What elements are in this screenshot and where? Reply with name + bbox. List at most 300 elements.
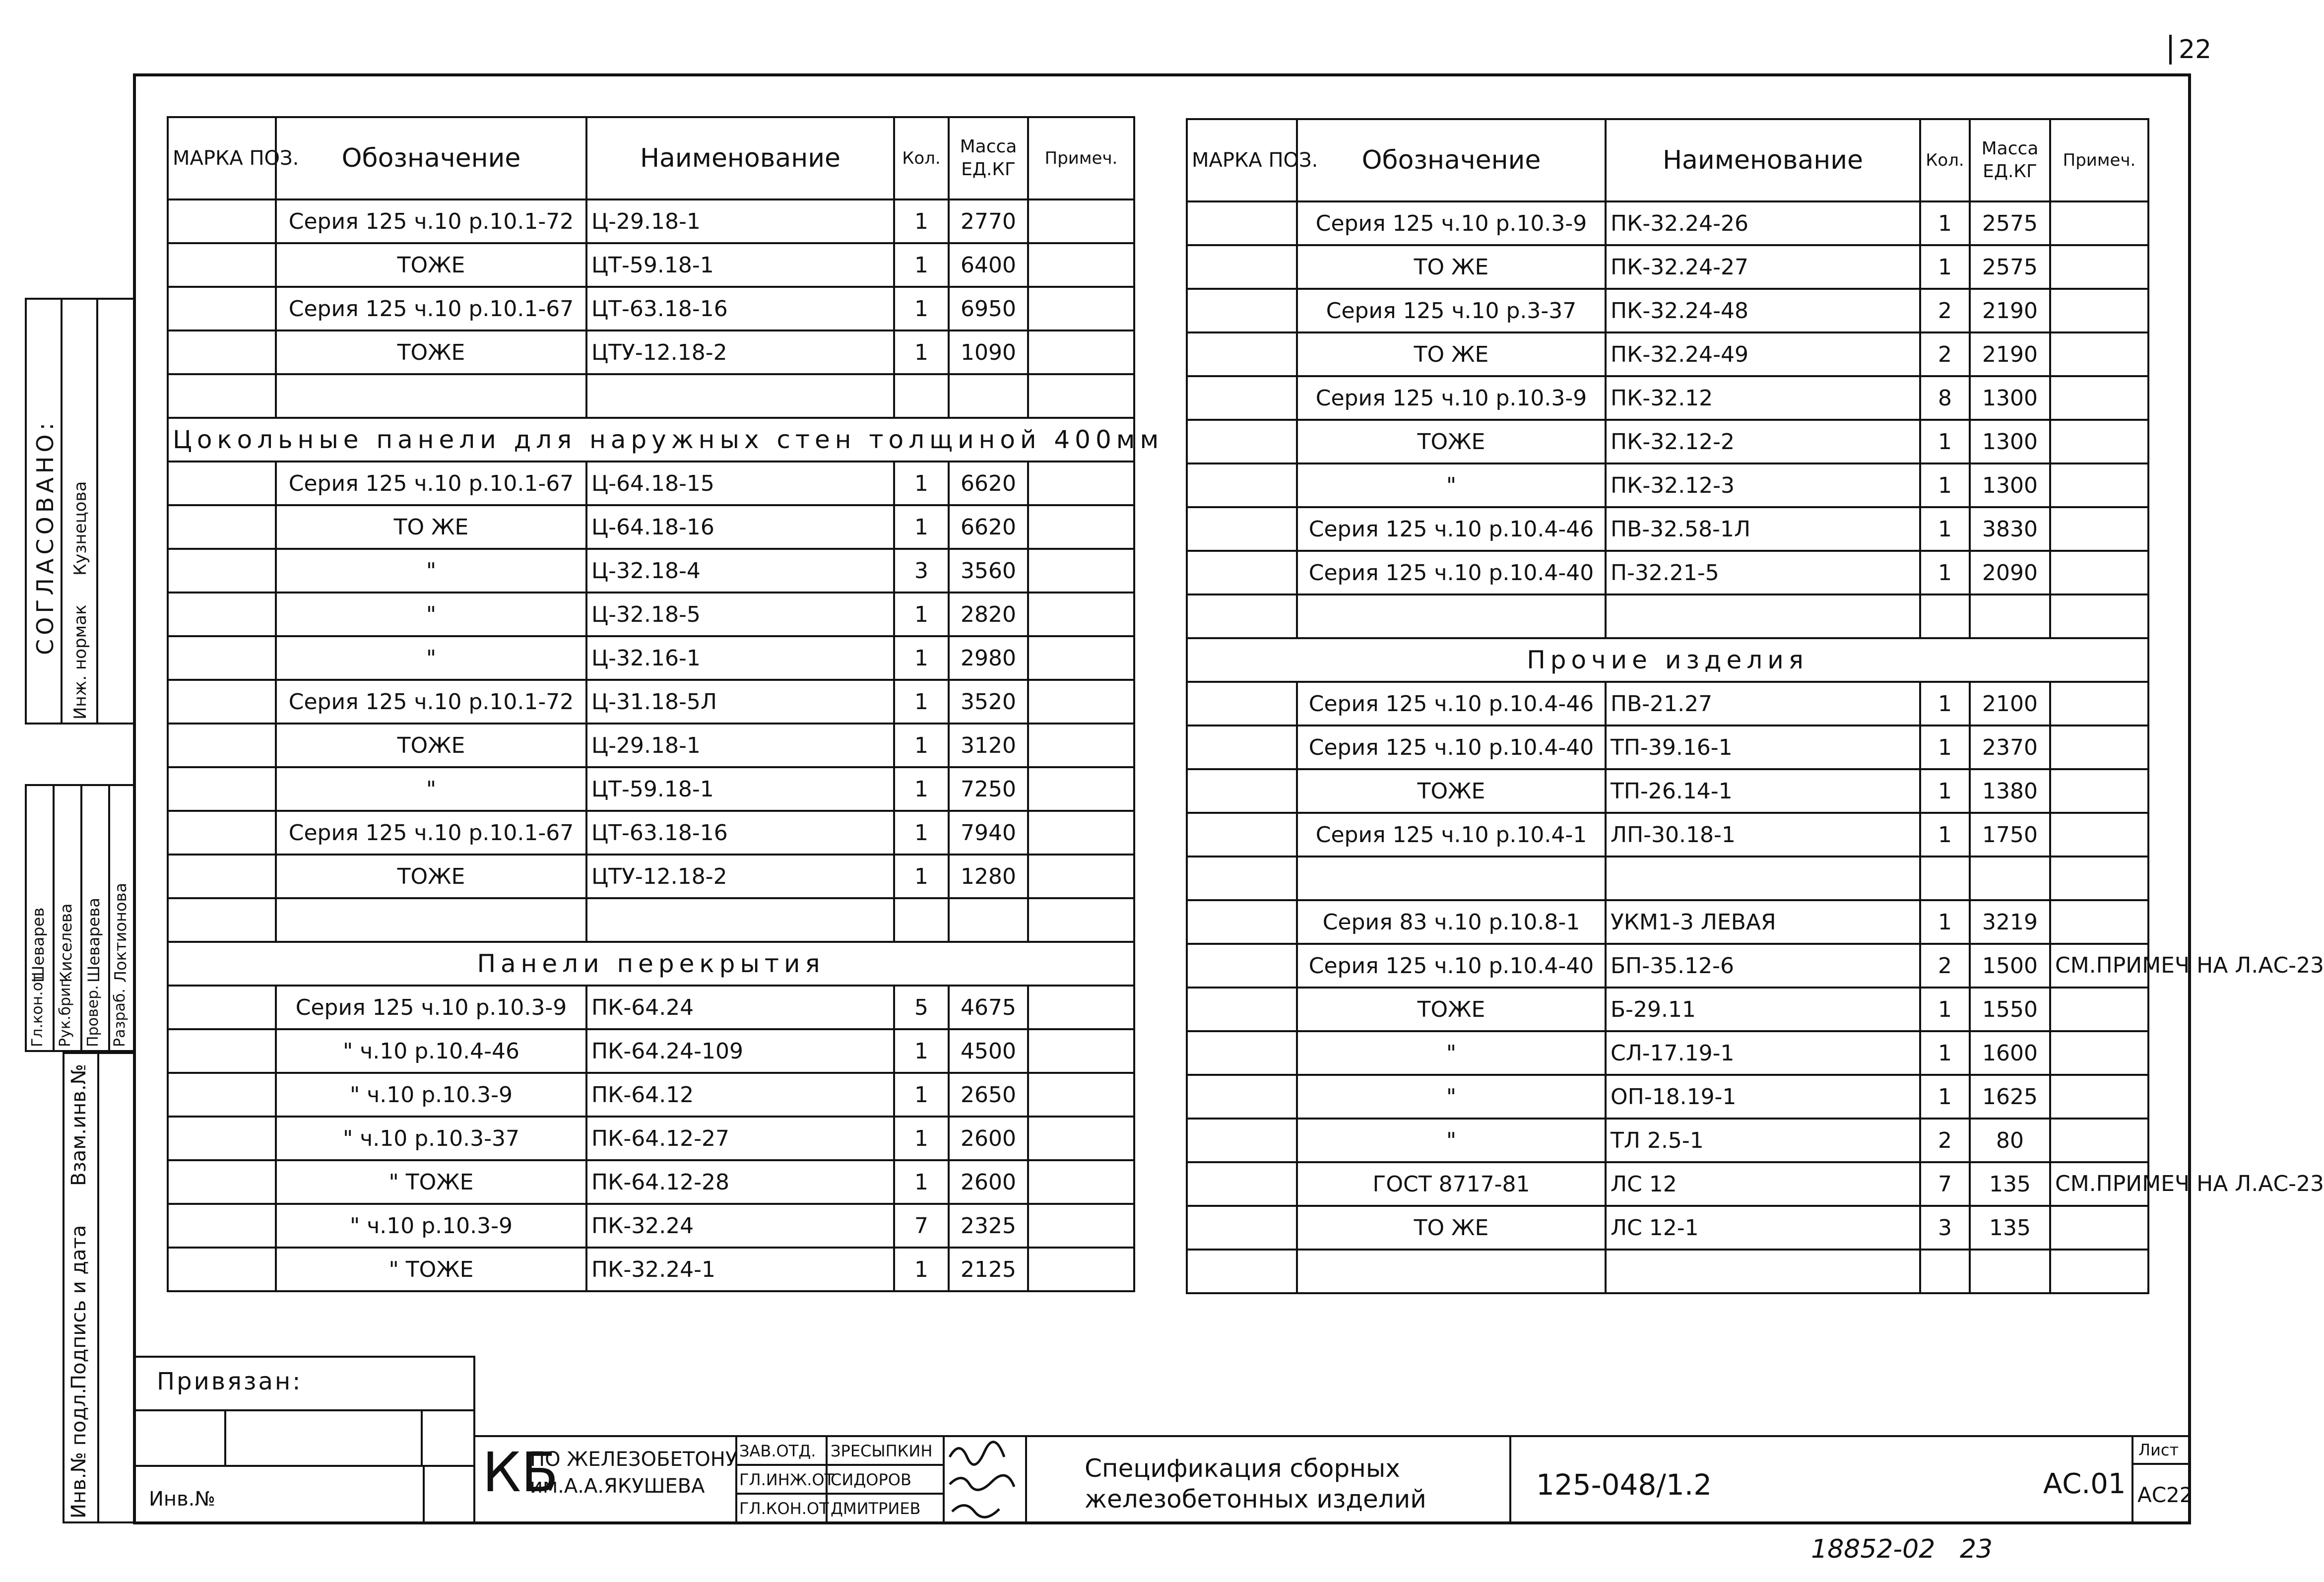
mass-cell: 2190 bbox=[1970, 289, 2050, 332]
note-cell bbox=[1028, 199, 1134, 243]
qty-cell: 1 bbox=[894, 724, 949, 767]
name-cell: ЦТ-59.18-1 bbox=[586, 243, 894, 287]
mass-cell: 6950 bbox=[949, 287, 1028, 330]
name-cell: ЛП-30.18-1 bbox=[1606, 813, 1920, 857]
qty-cell: 1 bbox=[1920, 1075, 1970, 1119]
role-head: ЗАВ.ОТД. bbox=[739, 1442, 816, 1460]
name-cell: Ц-32.18-4 bbox=[586, 549, 894, 593]
designation-cell: ТОЖЕ bbox=[1297, 769, 1606, 813]
header-qty: Кол. bbox=[1920, 119, 1970, 201]
mark-cell bbox=[168, 330, 276, 374]
name-cell: ПК-32.12 bbox=[1606, 376, 1920, 420]
qty-cell: 1 bbox=[1920, 988, 1970, 1031]
qty-cell: 1 bbox=[894, 243, 949, 287]
designation-cell: " bbox=[276, 636, 586, 680]
note-cell bbox=[2050, 289, 2148, 332]
mass-cell: 135 bbox=[1970, 1206, 2050, 1250]
mark-cell bbox=[1187, 420, 1297, 463]
designation-cell: ТО ЖЕ bbox=[276, 505, 586, 549]
note-cell bbox=[2050, 682, 2148, 725]
qty-cell: 1 bbox=[894, 461, 949, 505]
name-cell: Ц-32.16-1 bbox=[586, 636, 894, 680]
side-stamp bbox=[25, 298, 135, 1523]
table-row bbox=[1187, 1031, 2148, 1075]
name-cell: ЛС 12 bbox=[1606, 1162, 1920, 1206]
table-row bbox=[168, 505, 1134, 549]
name-cell: ОП-18.19-1 bbox=[1606, 1075, 1920, 1119]
note-cell bbox=[1028, 1248, 1134, 1291]
mark-cell bbox=[168, 1160, 276, 1204]
note-cell bbox=[2050, 594, 2148, 638]
table-row bbox=[1187, 813, 2148, 857]
note-cell: СМ.ПРИМЕЧ НА Л.АС-23 bbox=[2050, 944, 2148, 988]
qty-cell: 1 bbox=[894, 855, 949, 898]
sheet-number: АС22 bbox=[2137, 1483, 2193, 1507]
name-chief-eng: СИДОРОВ bbox=[831, 1470, 911, 1489]
designation-cell bbox=[1297, 594, 1606, 638]
note-cell bbox=[1028, 1204, 1134, 1248]
mark-cell bbox=[1187, 1119, 1297, 1162]
qty-cell bbox=[1920, 857, 1970, 900]
note-cell bbox=[2050, 988, 2148, 1031]
note-cell bbox=[1028, 243, 1134, 287]
name-cell bbox=[586, 898, 894, 942]
note-cell bbox=[2050, 463, 2148, 507]
designation-cell: " ТОЖЕ bbox=[276, 1160, 586, 1204]
mark-cell bbox=[168, 549, 276, 593]
name-cell: ТП-39.16-1 bbox=[1606, 725, 1920, 769]
qty-cell: 1 bbox=[894, 330, 949, 374]
name-3: Шеварева bbox=[84, 898, 103, 983]
designation-cell: " bbox=[1297, 1075, 1606, 1119]
mark-cell bbox=[168, 1117, 276, 1160]
designation-cell: ТОЖЕ bbox=[1297, 988, 1606, 1031]
drawing-title-box bbox=[1025, 1435, 1511, 1524]
name-cell: ЦТ-59.18-1 bbox=[586, 767, 894, 811]
mass-cell: 1090 bbox=[949, 330, 1028, 374]
table-row bbox=[168, 811, 1134, 855]
table-row bbox=[1187, 420, 2148, 463]
table-row bbox=[1187, 1162, 2148, 1206]
mass-cell: 135 bbox=[1970, 1162, 2050, 1206]
designation-cell: " ТОЖЕ bbox=[276, 1248, 586, 1291]
header-note: Примеч. bbox=[2050, 119, 2148, 201]
designation-cell: ТОЖЕ bbox=[276, 855, 586, 898]
designation-cell: " bbox=[1297, 463, 1606, 507]
qty-cell: 8 bbox=[1920, 376, 1970, 420]
name-cell: Ц-31.18-5Л bbox=[586, 680, 894, 724]
table-row bbox=[1187, 725, 2148, 769]
qty-cell: 1 bbox=[1920, 682, 1970, 725]
section-row bbox=[168, 942, 1134, 986]
table-row bbox=[1187, 245, 2148, 289]
page-number: 22 bbox=[2169, 35, 2211, 65]
note-cell bbox=[2050, 376, 2148, 420]
section-title: Панели перекрытия bbox=[168, 942, 1134, 986]
designation-cell: ТО ЖЕ bbox=[1297, 1206, 1606, 1250]
org-kb: КБ bbox=[482, 1441, 559, 1504]
mark-cell bbox=[168, 287, 276, 330]
table-row bbox=[168, 855, 1134, 898]
designation-cell: " bbox=[1297, 1031, 1606, 1075]
mass-cell: 2770 bbox=[949, 199, 1028, 243]
note-cell bbox=[1028, 549, 1134, 593]
mark-cell bbox=[1187, 289, 1297, 332]
designation-cell: ТОЖЕ bbox=[276, 330, 586, 374]
name-cell: Ц-64.18-15 bbox=[586, 461, 894, 505]
designation-cell: Серия 125 ч.10 р.10.1-72 bbox=[276, 680, 586, 724]
mass-cell: 2980 bbox=[949, 636, 1028, 680]
sign-date-label: Подпись и дата bbox=[67, 1225, 90, 1389]
left-spec-table bbox=[167, 116, 1164, 1292]
name-cell: ЦТ-63.18-16 bbox=[586, 811, 894, 855]
note-cell bbox=[2050, 1075, 2148, 1119]
table-row bbox=[168, 461, 1134, 505]
name-cell: ТЛ 2.5-1 bbox=[1606, 1119, 1920, 1162]
mark-cell bbox=[1187, 769, 1297, 813]
mass-cell: 4500 bbox=[949, 1029, 1028, 1073]
mass-cell: 2190 bbox=[1970, 332, 2050, 376]
table-row bbox=[1187, 900, 2148, 944]
mark-cell bbox=[168, 636, 276, 680]
mass-cell: 1750 bbox=[1970, 813, 2050, 857]
mass-cell: 3520 bbox=[949, 680, 1028, 724]
name-chief-constr: ДМИТРИЕВ bbox=[831, 1499, 921, 1518]
mass-cell: 7940 bbox=[949, 811, 1028, 855]
role-4: Разраб. bbox=[111, 989, 129, 1047]
qty-cell: 1 bbox=[894, 1029, 949, 1073]
inv-label: Инв.№ bbox=[149, 1488, 215, 1511]
designation-cell: Серия 125 ч.10 р.10.1-67 bbox=[276, 811, 586, 855]
qty-cell: 7 bbox=[1920, 1162, 1970, 1206]
mass-cell bbox=[1970, 1250, 2050, 1293]
designation-cell: Серия 125 ч.10 р.10.4-40 bbox=[1297, 944, 1606, 988]
designation-cell: Серия 125 ч.10 р.10.4-46 bbox=[1297, 682, 1606, 725]
sheet-label: Лист bbox=[2138, 1441, 2179, 1459]
mark-cell bbox=[168, 505, 276, 549]
qty-cell: 2 bbox=[1920, 289, 1970, 332]
table-header-row bbox=[1187, 119, 2148, 201]
header-note: Примеч. bbox=[1028, 117, 1134, 199]
mass-cell: 2575 bbox=[1970, 245, 2050, 289]
mass-cell: 1625 bbox=[1970, 1075, 2050, 1119]
qty-cell: 2 bbox=[1920, 332, 1970, 376]
name-cell: ПК-32.24 bbox=[586, 1204, 894, 1248]
designation-cell: ГОСТ 8717-81 bbox=[1297, 1162, 1606, 1206]
mark-cell bbox=[1187, 376, 1297, 420]
qty-cell bbox=[1920, 1250, 1970, 1293]
name-cell bbox=[1606, 1250, 1920, 1293]
mark-cell bbox=[1187, 857, 1297, 900]
qty-cell: 2 bbox=[1920, 1119, 1970, 1162]
name-cell: Ц-64.18-16 bbox=[586, 505, 894, 549]
table-row bbox=[1187, 1206, 2148, 1250]
table-row bbox=[168, 549, 1134, 593]
table-row bbox=[168, 986, 1134, 1029]
qty-cell: 3 bbox=[894, 549, 949, 593]
mark-cell bbox=[1187, 551, 1297, 594]
mass-cell: 2600 bbox=[949, 1160, 1028, 1204]
table-row bbox=[1187, 551, 2148, 594]
designation-cell: Серия 125 ч.10 р.10.4-1 bbox=[1297, 813, 1606, 857]
table-header-row bbox=[168, 117, 1134, 199]
qty-cell: 1 bbox=[894, 287, 949, 330]
qty-cell: 1 bbox=[1920, 507, 1970, 551]
mark-cell bbox=[1187, 682, 1297, 725]
name-cell: СЛ-17.19-1 bbox=[1606, 1031, 1920, 1075]
table-row bbox=[1187, 988, 2148, 1031]
table-row bbox=[168, 1117, 1134, 1160]
mass-cell: 6400 bbox=[949, 243, 1028, 287]
mark-cell bbox=[168, 1204, 276, 1248]
mass-cell: 1300 bbox=[1970, 420, 2050, 463]
designation-cell: Серия 125 ч.10 р.10.4-46 bbox=[1297, 507, 1606, 551]
designation-cell: " bbox=[276, 549, 586, 593]
name-1: Шеварев bbox=[29, 907, 48, 983]
mass-cell: 1500 bbox=[1970, 944, 2050, 988]
qty-cell: 1 bbox=[894, 680, 949, 724]
table-row bbox=[168, 1248, 1134, 1291]
table-row bbox=[168, 199, 1134, 243]
qty-cell: 1 bbox=[894, 199, 949, 243]
qty-cell: 1 bbox=[1920, 900, 1970, 944]
name-cell: ПК-32.24-48 bbox=[1606, 289, 1920, 332]
mark-cell bbox=[1187, 944, 1297, 988]
section-row bbox=[1187, 638, 2148, 682]
header-mark: МАРКА ПОЗ. bbox=[168, 117, 276, 199]
table-row bbox=[1187, 1250, 2148, 1293]
mark-cell bbox=[1187, 201, 1297, 245]
name-4: Локтионова bbox=[111, 883, 130, 983]
name-cell: ПК-64.12 bbox=[586, 1073, 894, 1117]
table-row bbox=[168, 1204, 1134, 1248]
name-cell: Б-29.11 bbox=[1606, 988, 1920, 1031]
mark-cell bbox=[168, 986, 276, 1029]
designation-cell: ТО ЖЕ bbox=[1297, 245, 1606, 289]
note-cell bbox=[2050, 769, 2148, 813]
note-cell bbox=[2050, 1250, 2148, 1293]
mark-cell bbox=[1187, 1162, 1297, 1206]
sheet-code: АС.01 bbox=[2043, 1468, 2126, 1500]
name-cell: ПК-32.12-2 bbox=[1606, 420, 1920, 463]
designation-cell bbox=[1297, 1250, 1606, 1293]
note-cell bbox=[1028, 505, 1134, 549]
designation-cell bbox=[276, 898, 586, 942]
mark-cell bbox=[1187, 813, 1297, 857]
mark-cell bbox=[168, 374, 276, 418]
mark-cell bbox=[1187, 988, 1297, 1031]
header-mass: Масса ЕД.КГ bbox=[1970, 119, 2050, 201]
drawing-title-1: Спецификация сборных bbox=[1085, 1454, 1400, 1483]
qty-cell: 1 bbox=[894, 636, 949, 680]
note-cell bbox=[1028, 898, 1134, 942]
role-chief-eng: ГЛ.ИНЖ.ОТ bbox=[739, 1470, 835, 1489]
role-2: Рук.бриг. bbox=[57, 975, 74, 1047]
designation-cell: " bbox=[276, 767, 586, 811]
note-cell bbox=[2050, 1031, 2148, 1075]
mark-cell bbox=[168, 199, 276, 243]
mark-cell bbox=[1187, 245, 1297, 289]
qty-cell: 7 bbox=[894, 1204, 949, 1248]
note-cell bbox=[1028, 636, 1134, 680]
name-cell: ПВ-21.27 bbox=[1606, 682, 1920, 725]
table-row bbox=[168, 330, 1134, 374]
qty-cell: 1 bbox=[894, 593, 949, 636]
name-cell bbox=[1606, 594, 1920, 638]
mark-cell bbox=[1187, 507, 1297, 551]
section-title: Прочие изделия bbox=[1187, 638, 2148, 682]
mark-cell bbox=[168, 680, 276, 724]
mark-cell bbox=[1187, 1075, 1297, 1119]
table-row bbox=[1187, 201, 2148, 245]
qty-cell: 1 bbox=[1920, 551, 1970, 594]
name-cell: ПК-32.24-49 bbox=[1606, 332, 1920, 376]
name-cell: ПК-32.12-3 bbox=[1606, 463, 1920, 507]
note-cell bbox=[1028, 1117, 1134, 1160]
agreed-name: Кузнецова bbox=[70, 481, 90, 576]
org-line-1: ПО ЖЕЛЕЗОБЕТОНУ bbox=[530, 1448, 738, 1471]
qty-cell: 3 bbox=[1920, 1206, 1970, 1250]
mark-cell bbox=[1187, 1250, 1297, 1293]
name-cell: ТП-26.14-1 bbox=[1606, 769, 1920, 813]
header-qty: Кол. bbox=[894, 117, 949, 199]
mass-cell: 1280 bbox=[949, 855, 1028, 898]
name-cell: ЦТУ-12.18-2 bbox=[586, 855, 894, 898]
name-cell: УКМ1-3 ЛЕВАЯ bbox=[1606, 900, 1920, 944]
mass-cell: 1600 bbox=[1970, 1031, 2050, 1075]
qty-cell: 1 bbox=[894, 505, 949, 549]
mass-cell: 1380 bbox=[1970, 769, 2050, 813]
table-row bbox=[168, 374, 1134, 418]
qty-cell bbox=[894, 898, 949, 942]
qty-cell bbox=[1920, 594, 1970, 638]
designation-cell: " ч.10 р.10.3-37 bbox=[276, 1117, 586, 1160]
table-row bbox=[1187, 332, 2148, 376]
name-cell: ПК-32.24-27 bbox=[1606, 245, 1920, 289]
table-row bbox=[1187, 463, 2148, 507]
header-mark: МАРКА ПОЗ. bbox=[1187, 119, 1297, 201]
mass-cell: 1300 bbox=[1970, 463, 2050, 507]
table-row bbox=[1187, 1075, 2148, 1119]
designation-cell: " ч.10 р.10.4-46 bbox=[276, 1029, 586, 1073]
code-box bbox=[1509, 1435, 2133, 1524]
section-row bbox=[168, 418, 1134, 461]
designation-cell: Серия 125 ч.10 р.10.3-9 bbox=[1297, 376, 1606, 420]
designation-cell: Серия 125 ч.10 р.10.1-72 bbox=[276, 199, 586, 243]
note-cell bbox=[1028, 1160, 1134, 1204]
designation-cell: Серия 125 ч.10 р.10.4-40 bbox=[1297, 725, 1606, 769]
note-cell bbox=[2050, 1119, 2148, 1162]
mark-cell bbox=[168, 1073, 276, 1117]
mark-cell bbox=[168, 898, 276, 942]
header-designation: Обозначение bbox=[276, 117, 586, 199]
mark-cell bbox=[1187, 332, 1297, 376]
mass-cell: 2600 bbox=[949, 1117, 1028, 1160]
mass-cell: 6620 bbox=[949, 461, 1028, 505]
mark-cell bbox=[1187, 900, 1297, 944]
note-cell: СМ.ПРИМЕЧ НА Л.АС-23 bbox=[2050, 1162, 2148, 1206]
mark-cell bbox=[1187, 725, 1297, 769]
designation-cell: ТОЖЕ bbox=[276, 243, 586, 287]
note-cell bbox=[1028, 1073, 1134, 1117]
name-cell: ПК-64.24 bbox=[586, 986, 894, 1029]
table-row bbox=[168, 1073, 1134, 1117]
designation-cell: ТО ЖЕ bbox=[1297, 332, 1606, 376]
note-cell bbox=[2050, 201, 2148, 245]
footer-code: 18852-02 23 bbox=[1811, 1534, 1993, 1564]
qty-cell: 1 bbox=[894, 1073, 949, 1117]
mark-cell bbox=[168, 811, 276, 855]
note-cell bbox=[1028, 593, 1134, 636]
organization-box bbox=[473, 1435, 737, 1524]
note-cell bbox=[1028, 680, 1134, 724]
designation-cell: " bbox=[276, 593, 586, 636]
mass-cell: 4675 bbox=[949, 986, 1028, 1029]
note-cell bbox=[2050, 900, 2148, 944]
header-designation: Обозначение bbox=[1297, 119, 1606, 201]
mass-cell: 2650 bbox=[949, 1073, 1028, 1117]
mass-cell: 1300 bbox=[1970, 376, 2050, 420]
designation-cell: Серия 83 ч.10 р.10.8-1 bbox=[1297, 900, 1606, 944]
designation-cell: Серия 125 ч.10 р.10.1-67 bbox=[276, 461, 586, 505]
qty-cell: 1 bbox=[894, 1117, 949, 1160]
designation-cell: ТОЖЕ bbox=[276, 724, 586, 767]
mass-cell: 2100 bbox=[1970, 682, 2050, 725]
mark-cell bbox=[168, 243, 276, 287]
note-cell bbox=[2050, 725, 2148, 769]
qty-cell: 5 bbox=[894, 986, 949, 1029]
agreed-role: Инж. нормак bbox=[70, 604, 90, 720]
role-1: Гл.кон.от bbox=[29, 973, 46, 1047]
mass-cell bbox=[949, 898, 1028, 942]
table-row bbox=[168, 767, 1134, 811]
designation-cell: Серия 125 ч.10 р.3-37 bbox=[1297, 289, 1606, 332]
project-code: 125-048/1.2 bbox=[1536, 1468, 1712, 1502]
note-cell bbox=[1028, 1029, 1134, 1073]
designation-cell: " ч.10 р.10.3-9 bbox=[276, 1073, 586, 1117]
note-cell bbox=[1028, 724, 1134, 767]
mark-cell bbox=[168, 593, 276, 636]
note-cell bbox=[1028, 330, 1134, 374]
table-row bbox=[1187, 857, 2148, 900]
table-row bbox=[168, 898, 1134, 942]
name-cell: Ц-29.18-1 bbox=[586, 724, 894, 767]
table-row bbox=[168, 724, 1134, 767]
table-row bbox=[168, 243, 1134, 287]
note-cell bbox=[1028, 986, 1134, 1029]
mass-cell: 2125 bbox=[949, 1248, 1028, 1291]
designation-cell: " bbox=[1297, 1119, 1606, 1162]
designation-cell bbox=[276, 374, 586, 418]
note-cell bbox=[2050, 551, 2148, 594]
note-cell bbox=[2050, 1206, 2148, 1250]
note-cell bbox=[2050, 507, 2148, 551]
table-row bbox=[1187, 289, 2148, 332]
header-name: Наименование bbox=[1606, 119, 1920, 201]
table-row bbox=[168, 1160, 1134, 1204]
designation-cell: Серия 125 ч.10 р.10.4-40 bbox=[1297, 551, 1606, 594]
mass-cell: 3560 bbox=[949, 549, 1028, 593]
mark-cell bbox=[168, 724, 276, 767]
note-cell bbox=[2050, 332, 2148, 376]
name-cell: ЛС 12-1 bbox=[1606, 1206, 1920, 1250]
mass-cell: 2820 bbox=[949, 593, 1028, 636]
mass-cell: 3830 bbox=[1970, 507, 2050, 551]
note-cell bbox=[1028, 461, 1134, 505]
name-cell: П-32.21-5 bbox=[1606, 551, 1920, 594]
designation-cell: Серия 125 ч.10 р.10.3-9 bbox=[276, 986, 586, 1029]
designation-cell: Серия 125 ч.10 р.10.3-9 bbox=[1297, 201, 1606, 245]
